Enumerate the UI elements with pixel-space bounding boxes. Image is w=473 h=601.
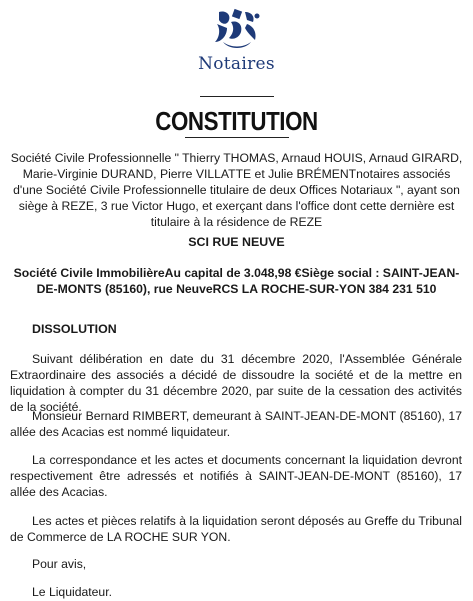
paragraph-correspondence: La correspondance et les actes et documents concernant la liquidation devront respectivement être adressés et notifiés à SAINT-JEAN-DE-MONT (85160), 17 allée des Acacias.: [10, 453, 462, 499]
notaires-emblem-icon: [211, 8, 263, 54]
notaires-logo: [0, 4, 473, 74]
closing-salutation: Pour avis,: [32, 557, 87, 571]
signature: Le Liquidateur.: [32, 585, 112, 599]
paragraph-filing: Les actes et pièces relatifs à la liquidation seront déposés au Greffe du Tribunal de Commerce de LA ROCHE SUR YON.: [10, 514, 462, 544]
paragraph-deliberation: Suivant délibération en date du 31 décembre 2020, l'Assemblée Générale Extraordinaire des associés a décidé de dissoudre la société et de la mettre en liquidation à compter du 31 décembre 2020, par suite de la cessation des activités de la société.: [10, 352, 462, 414]
company-name: SCI RUE NEUVE: [188, 235, 285, 249]
logo-divider: [200, 96, 274, 97]
page-title: CONSTITUTION: [155, 106, 318, 136]
intro-paragraph: Société Civile Professionnelle " Thierry THOMAS, Arnaud HOUIS, Arnaud GIRARD, Marie-Virginie DURAND, Pierre VILLATTE et Julie BRÉMENTnotaires associés d'une Société Civile Professionnelle titulaire de deux Offices Notariaux ", ayant son siège à REZE, 3 rue Victor Hugo, et exerçant dans l'office dont cette dernière est titulaire à la résidence de REZE: [10, 151, 463, 229]
paragraph-liquidator: Monsieur Bernard RIMBERT, demeurant à SAINT-JEAN-DE-MONT (85160), 17 allée des Acacias est nommé liquidateur.: [10, 409, 462, 439]
section-heading: DISSOLUTION: [32, 322, 117, 336]
logo-wordmark: Notaires: [198, 54, 275, 74]
title-underline: [185, 137, 289, 138]
company-details: Société Civile ImmobilièreAu capital de 3.048,98 €Siège social : SAINT-JEAN-DE-MONTS (85160), rue NeuveRCS LA ROCHE-SUR-YON 384 231 510: [13, 266, 460, 296]
